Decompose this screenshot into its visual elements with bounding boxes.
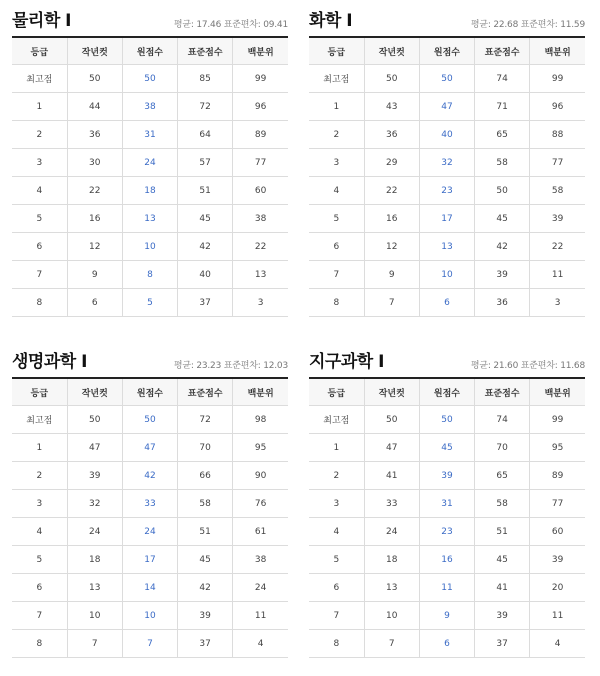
table-cell: 47: [67, 434, 122, 462]
table-cell: 8: [309, 630, 364, 658]
table-cell: 60: [233, 177, 288, 205]
table-cell: 24: [122, 149, 177, 177]
table-cell: 11: [233, 602, 288, 630]
column-header: 원점수: [419, 379, 474, 406]
table-row: [309, 490, 585, 518]
table-cell: 3: [309, 490, 364, 518]
table-cell: 72: [178, 93, 233, 121]
table-row: [12, 462, 288, 490]
table-cell: 18: [122, 177, 177, 205]
table-row: [309, 205, 585, 233]
table-cell: 10: [122, 602, 177, 630]
table-cell: 6: [67, 289, 122, 317]
table-row: [12, 574, 288, 602]
table-cell: 3: [530, 289, 585, 317]
table-cell: 최고점: [12, 406, 67, 434]
table-cell: 4: [530, 630, 585, 658]
panel-header: [309, 347, 585, 379]
table-row: [309, 289, 585, 317]
table-cell: 9: [67, 261, 122, 289]
table-cell: 58: [475, 490, 530, 518]
panel-title: 지구과학 Ⅰ: [309, 352, 384, 372]
table-cell: 24: [233, 574, 288, 602]
table-cell: 7: [67, 630, 122, 658]
table-cell: 39: [67, 462, 122, 490]
table-cell: 40: [419, 121, 474, 149]
table-row: [309, 177, 585, 205]
table-row: [12, 406, 288, 434]
table-cell: 39: [475, 602, 530, 630]
table-cell: 39: [530, 205, 585, 233]
table-cell: 6: [419, 630, 474, 658]
table-cell: 5: [309, 205, 364, 233]
table-cell: 43: [364, 93, 419, 121]
table-cell: 31: [419, 490, 474, 518]
table-row: [12, 205, 288, 233]
table-cell: 8: [122, 261, 177, 289]
table-row: [12, 121, 288, 149]
column-header: 표준점수: [475, 379, 530, 406]
table-cell: 17: [122, 546, 177, 574]
table-cell: 3: [12, 149, 67, 177]
table-cell: 44: [67, 93, 122, 121]
table-cell: 58: [530, 177, 585, 205]
table-cell: 96: [530, 93, 585, 121]
table-cell: 18: [67, 546, 122, 574]
table-cell: 33: [364, 490, 419, 518]
column-header: 등급: [309, 379, 364, 406]
table-cell: 22: [233, 233, 288, 261]
column-header: 백분위: [233, 38, 288, 65]
table-cell: 24: [122, 518, 177, 546]
column-header: 작년컷: [364, 38, 419, 65]
table-cell: 1: [12, 434, 67, 462]
table-cell: 50: [475, 177, 530, 205]
table-cell: 36: [475, 289, 530, 317]
table-cell: 50: [122, 65, 177, 93]
table-cell: 74: [475, 65, 530, 93]
table-row: [12, 602, 288, 630]
table-cell: 42: [178, 233, 233, 261]
table-row: [12, 289, 288, 317]
table-cell: 47: [419, 93, 474, 121]
table-cell: 7: [122, 630, 177, 658]
column-header: 표준점수: [475, 38, 530, 65]
score-table: [309, 38, 585, 317]
table-row: [309, 546, 585, 574]
table-row: [12, 233, 288, 261]
table-cell: 3: [233, 289, 288, 317]
column-header: 백분위: [530, 379, 585, 406]
panel-stats: 평균: 17.46 표준편차: 09.41: [173, 20, 288, 30]
table-cell: 9: [364, 261, 419, 289]
table-cell: 33: [122, 490, 177, 518]
table-row: [309, 630, 585, 658]
table-cell: 1: [309, 434, 364, 462]
table-cell: 51: [178, 177, 233, 205]
table-cell: 89: [233, 121, 288, 149]
table-cell: 4: [309, 518, 364, 546]
table-cell: 77: [530, 490, 585, 518]
table-cell: 최고점: [12, 65, 67, 93]
table-row: [12, 434, 288, 462]
panel-title: 물리학 Ⅰ: [12, 11, 72, 31]
column-header: 백분위: [233, 379, 288, 406]
table-cell: 18: [364, 546, 419, 574]
table-cell: 6: [12, 233, 67, 261]
table-cell: 38: [122, 93, 177, 121]
table-cell: 38: [233, 205, 288, 233]
table-cell: 90: [233, 462, 288, 490]
table-cell: 76: [233, 490, 288, 518]
table-cell: 51: [475, 518, 530, 546]
table-cell: 57: [178, 149, 233, 177]
table-cell: 1: [12, 93, 67, 121]
table-cell: 95: [530, 434, 585, 462]
table-cell: 74: [475, 406, 530, 434]
table-cell: 17: [419, 205, 474, 233]
table-cell: 22: [67, 177, 122, 205]
table-cell: 41: [364, 462, 419, 490]
panel-earth-science: [309, 347, 585, 658]
table-cell: 51: [178, 518, 233, 546]
table-cell: 3: [12, 490, 67, 518]
table-cell: 88: [530, 121, 585, 149]
table-cell: 30: [67, 149, 122, 177]
table-cell: 39: [530, 546, 585, 574]
table-cell: 96: [233, 93, 288, 121]
table-cell: 16: [364, 205, 419, 233]
table-cell: 22: [364, 177, 419, 205]
table-cell: 11: [530, 261, 585, 289]
table-row: [12, 518, 288, 546]
table-header-row: [309, 379, 585, 406]
table-cell: 4: [309, 177, 364, 205]
table-cell: 4: [12, 518, 67, 546]
table-cell: 7: [364, 630, 419, 658]
table-cell: 89: [530, 462, 585, 490]
table-cell: 11: [530, 602, 585, 630]
table-cell: 50: [419, 65, 474, 93]
table-cell: 58: [475, 149, 530, 177]
panel-physics: [12, 6, 288, 317]
table-row: [12, 490, 288, 518]
table-cell: 65: [475, 462, 530, 490]
table-cell: 39: [419, 462, 474, 490]
panel-header: [309, 6, 585, 38]
column-header: 표준점수: [178, 379, 233, 406]
table-cell: 99: [233, 65, 288, 93]
table-cell: 최고점: [309, 65, 364, 93]
table-row: [12, 177, 288, 205]
table-cell: 13: [233, 261, 288, 289]
table-cell: 2: [309, 462, 364, 490]
table-cell: 3: [309, 149, 364, 177]
panel-header: [12, 347, 288, 379]
table-row: [309, 65, 585, 93]
table-cell: 9: [419, 602, 474, 630]
table-cell: 10: [419, 261, 474, 289]
table-cell: 7: [12, 261, 67, 289]
score-table: [12, 38, 288, 317]
table-cell: 39: [475, 261, 530, 289]
table-cell: 45: [475, 205, 530, 233]
table-cell: 50: [364, 406, 419, 434]
table-cell: 4: [12, 177, 67, 205]
table-cell: 13: [419, 233, 474, 261]
table-row: [12, 93, 288, 121]
table-cell: 10: [364, 602, 419, 630]
table-cell: 95: [233, 434, 288, 462]
table-cell: 6: [12, 574, 67, 602]
table-cell: 5: [12, 546, 67, 574]
table-cell: 16: [67, 205, 122, 233]
table-row: [309, 518, 585, 546]
table-cell: 12: [364, 233, 419, 261]
table-cell: 6: [419, 289, 474, 317]
table-cell: 20: [530, 574, 585, 602]
table-cell: 10: [67, 602, 122, 630]
table-header-row: [12, 38, 288, 65]
panel-biology: [12, 347, 288, 658]
table-cell: 77: [530, 149, 585, 177]
table-cell: 29: [364, 149, 419, 177]
table-row: [309, 406, 585, 434]
table-cell: 32: [419, 149, 474, 177]
table-cell: 14: [122, 574, 177, 602]
table-cell: 24: [67, 518, 122, 546]
table-cell: 45: [419, 434, 474, 462]
panel-stats: 평균: 21.60 표준편차: 11.68: [470, 361, 585, 371]
table-row: [309, 149, 585, 177]
table-cell: 2: [309, 121, 364, 149]
table-cell: 8: [309, 289, 364, 317]
table-row: [309, 233, 585, 261]
table-cell: 6: [309, 574, 364, 602]
table-cell: 45: [475, 546, 530, 574]
table-row: [309, 434, 585, 462]
table-row: [309, 261, 585, 289]
table-cell: 23: [419, 518, 474, 546]
table-cell: 99: [530, 65, 585, 93]
table-cell: 24: [364, 518, 419, 546]
table-cell: 2: [12, 121, 67, 149]
table-cell: 66: [178, 462, 233, 490]
table-cell: 37: [178, 289, 233, 317]
panel-chemistry: [309, 6, 585, 317]
table-row: [12, 65, 288, 93]
table-cell: 42: [475, 233, 530, 261]
table-cell: 16: [419, 546, 474, 574]
table-cell: 45: [178, 546, 233, 574]
table-header-row: [12, 379, 288, 406]
table-cell: 1: [309, 93, 364, 121]
table-cell: 2: [12, 462, 67, 490]
table-cell: 31: [122, 121, 177, 149]
table-cell: 8: [12, 630, 67, 658]
table-cell: 47: [364, 434, 419, 462]
table-header-row: [309, 38, 585, 65]
column-header: 작년컷: [67, 38, 122, 65]
table-cell: 64: [178, 121, 233, 149]
table-cell: 11: [419, 574, 474, 602]
table-cell: 98: [233, 406, 288, 434]
table-row: [309, 462, 585, 490]
table-row: [309, 574, 585, 602]
column-header: 작년컷: [364, 379, 419, 406]
table-cell: 36: [364, 121, 419, 149]
table-cell: 65: [475, 121, 530, 149]
table-cell: 4: [233, 630, 288, 658]
table-cell: 58: [178, 490, 233, 518]
table-cell: 5: [12, 205, 67, 233]
table-cell: 61: [233, 518, 288, 546]
panel-stats: 평균: 22.68 표준편차: 11.59: [470, 20, 585, 30]
table-cell: 72: [178, 406, 233, 434]
column-header: 원점수: [122, 38, 177, 65]
score-table: [309, 379, 585, 658]
table-cell: 최고점: [309, 406, 364, 434]
table-cell: 22: [530, 233, 585, 261]
table-cell: 50: [122, 406, 177, 434]
table-cell: 85: [178, 65, 233, 93]
table-cell: 5: [122, 289, 177, 317]
table-row: [12, 630, 288, 658]
table-row: [12, 261, 288, 289]
table-cell: 13: [122, 205, 177, 233]
table-cell: 7: [12, 602, 67, 630]
table-cell: 7: [309, 602, 364, 630]
table-cell: 8: [12, 289, 67, 317]
column-header: 표준점수: [178, 38, 233, 65]
score-table: [12, 379, 288, 658]
table-cell: 5: [309, 546, 364, 574]
table-cell: 50: [67, 406, 122, 434]
table-cell: 41: [475, 574, 530, 602]
table-cell: 13: [67, 574, 122, 602]
table-cell: 23: [419, 177, 474, 205]
table-cell: 36: [67, 121, 122, 149]
panel-title: 생명과학 Ⅰ: [12, 352, 87, 372]
table-cell: 47: [122, 434, 177, 462]
column-header: 등급: [309, 38, 364, 65]
table-cell: 50: [364, 65, 419, 93]
table-cell: 71: [475, 93, 530, 121]
table-cell: 39: [178, 602, 233, 630]
column-header: 원점수: [419, 38, 474, 65]
table-cell: 37: [178, 630, 233, 658]
table-cell: 60: [530, 518, 585, 546]
table-row: [309, 93, 585, 121]
table-cell: 12: [67, 233, 122, 261]
column-header: 등급: [12, 38, 67, 65]
table-cell: 70: [178, 434, 233, 462]
panel-title: 화학 Ⅰ: [309, 11, 353, 31]
column-header: 원점수: [122, 379, 177, 406]
table-cell: 99: [530, 406, 585, 434]
table-cell: 42: [122, 462, 177, 490]
table-cell: 42: [178, 574, 233, 602]
table-cell: 50: [67, 65, 122, 93]
table-cell: 7: [309, 261, 364, 289]
table-cell: 6: [309, 233, 364, 261]
table-row: [309, 602, 585, 630]
column-header: 작년컷: [67, 379, 122, 406]
table-cell: 10: [122, 233, 177, 261]
panel-stats: 평균: 23.23 표준편차: 12.03: [173, 361, 288, 371]
table-cell: 37: [475, 630, 530, 658]
table-row: [309, 121, 585, 149]
table-cell: 77: [233, 149, 288, 177]
table-cell: 13: [364, 574, 419, 602]
table-cell: 38: [233, 546, 288, 574]
column-header: 등급: [12, 379, 67, 406]
panel-header: [12, 6, 288, 38]
table-cell: 70: [475, 434, 530, 462]
table-row: [12, 149, 288, 177]
table-cell: 45: [178, 205, 233, 233]
table-row: [12, 546, 288, 574]
column-header: 백분위: [530, 38, 585, 65]
table-cell: 7: [364, 289, 419, 317]
table-cell: 32: [67, 490, 122, 518]
table-cell: 50: [419, 406, 474, 434]
table-cell: 40: [178, 261, 233, 289]
